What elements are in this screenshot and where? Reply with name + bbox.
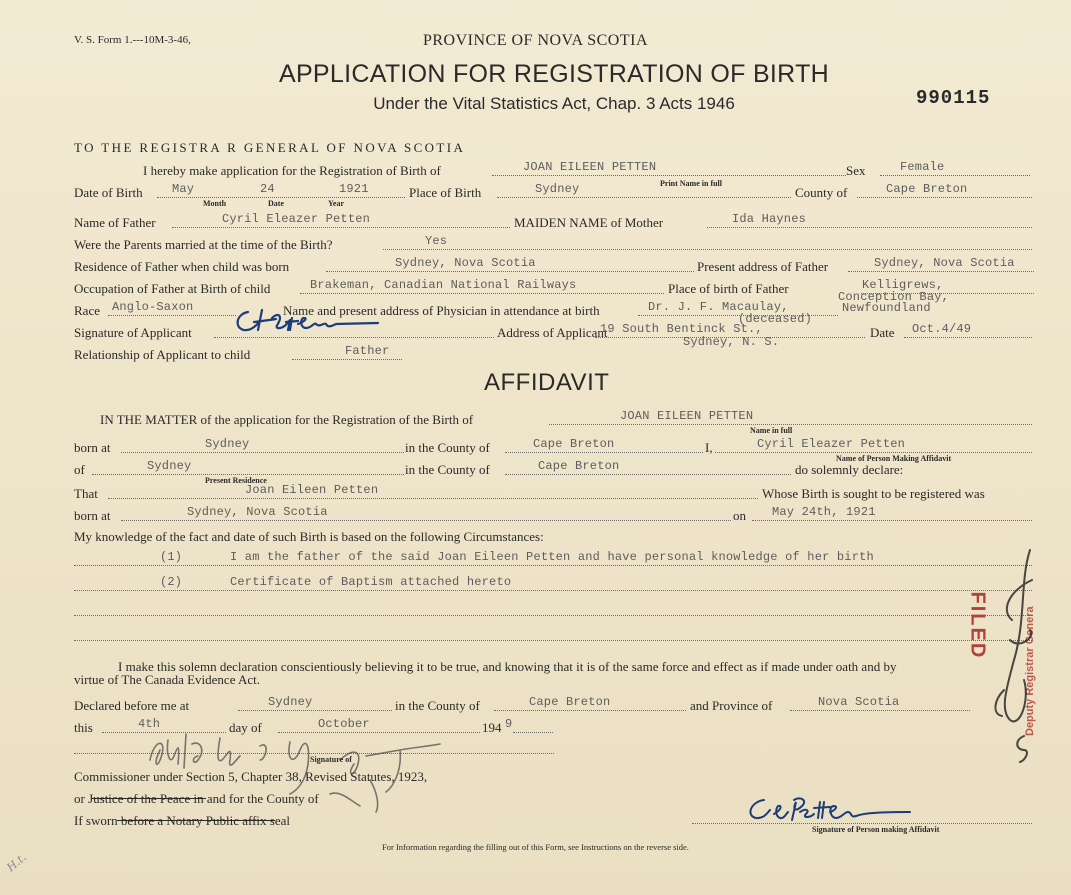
province-label: and Province of [690,698,773,713]
father-birthplace-3: Newfoundland [842,301,931,315]
mother-line [707,227,1032,228]
of-county-label: in the County of [405,462,490,477]
applicant-signature [228,300,388,342]
relationship-line [292,359,402,360]
declared-place-line [238,710,392,711]
relationship-value: Father [345,344,390,358]
form-number: 990115 [916,87,991,109]
date-label: Date [870,325,895,340]
form-subtitle: Under the Vital Statistics Act, Chap. 3 Acts 1946 [373,94,735,113]
declare-label: do solemnly declare: [795,462,904,477]
affidavit-heading: AFFIDAVIT [484,369,610,396]
form-title: APPLICATION FOR REGISTRATION OF BIRTH [278,60,830,88]
circumstance-1: I am the father of the said Joan Eileen Petten and have personal knowledge of her birth [230,550,874,564]
i-label: I, [705,440,713,455]
declared-county: Cape Breton [529,695,611,709]
physician-note: (deceased) [738,312,813,326]
that-label: That [74,486,98,501]
addressee: TO THE REGISTRA R GENERAL OF NOVA SCOTIA [74,140,466,155]
present-address-label: Present address of Father [697,259,829,274]
deponent-note: Name of Person Making Affidavit [836,454,952,463]
occupation-label: Occupation of Father at Birth of child [74,281,271,296]
race-line [108,315,236,316]
signature-label: Signature of Applicant [74,325,192,340]
dob-year: 1921 [339,182,369,196]
place-of-birth-label: Place of Birth [409,185,482,200]
day-of-label: day of [229,720,262,735]
county-label: County of [795,185,848,200]
race-label: Race [74,303,100,318]
commissioner-label: Commissioner under Section 5, Chapter 38, Revised Statutes, 1923, [74,769,428,784]
on-line [752,520,1032,521]
deponent-line [715,452,1032,453]
circumstance-line-4 [74,640,1032,641]
child-name-line [492,175,846,176]
year-prefix: 194 [482,720,502,735]
whose-birth-label: Whose Birth is sought to be registered was [762,486,985,501]
registrar-stamp: Deputy Registrar Genera [1024,606,1036,736]
circumstance-2: Certificate of Baptism attached hereto [230,575,512,589]
residence-label: Residence of Father when child was born [74,259,290,274]
born-at2-line [121,520,731,521]
place-of-birth: Sydney [535,182,580,196]
applicant-address-value-2: Sydney, N. S. [683,335,780,349]
born-at-line [121,452,404,453]
jp-label: or Justice of the Peace in and for the County of [74,791,319,806]
dob-date: 24 [260,182,275,196]
in-county-line [505,452,703,453]
signature-person-note: Signature of Person making Affidavit [812,825,940,834]
married-line [383,249,1032,250]
occupation-line [300,293,664,294]
place-of-birth-line [497,197,791,198]
circumstance-2-num: (2) [160,575,183,589]
father-birthplace-label: Place of birth of Father [668,281,789,296]
dob-month: May [172,182,195,196]
declared-label: Declared before me at [74,698,190,713]
relationship-label: Relationship of Applicant to child [74,347,251,362]
name-in-full-note: Name in full [750,426,793,435]
notary-label: If sworn before a Notary Public affix seal [74,813,290,828]
married-value: Yes [425,234,448,248]
month-note: Month [203,199,227,208]
circumstance-line-2 [74,590,1032,591]
year-suffix: 9 [505,717,513,731]
circumstance-line-1 [74,565,1032,566]
registrar-signature [980,540,1060,770]
circumstance-line-3 [74,615,1032,616]
applicant-address-value: 19 South Bentinck St., [600,322,763,336]
married-label: Were the Parents married at the time of the Birth? [74,237,333,252]
present-residence-note: Present Residence [205,476,267,485]
on-date: May 24th, 1921 [772,505,876,519]
father-birthplace-2: Conception Bay, [838,290,950,304]
deponent-value: Cyril Eleazer Petten [757,437,906,451]
child-name: JOAN EILEEN PETTEN [523,160,657,174]
filed-stamp: FILED [966,591,989,660]
form-code: V. S. Form 1.---10M-3-46, [74,34,191,46]
mother-label: MAIDEN NAME of Mother [514,215,664,230]
print-name-note: Print Name in full [660,179,722,188]
margin-pencil-mark: H.t. [4,850,29,875]
race-value: Anglo-Saxon [112,300,194,314]
that-name: Joan Eileen Petten [245,483,379,497]
physician-value: Dr. J. F. Macaulay, [648,300,789,314]
dob-line [157,197,405,198]
father-line [172,227,510,228]
intro-label: I hereby make application for the Registration of Birth of [143,163,441,178]
province-heading: PROVINCE OF NOVA SCOTIA [422,32,648,49]
county-line [857,197,1032,198]
date-line [904,337,1032,338]
of-residence: Sydney [147,459,192,473]
father-label: Name of Father [74,215,156,230]
residence-value: Sydney, Nova Scotia [395,256,536,270]
day-value: 4th [138,717,161,731]
date-value: Oct.4/49 [912,322,972,336]
this-label: this [74,720,93,735]
notary-strikethrough [117,820,275,821]
physician-label: Name and present address of Physician in attendance at birth [283,303,600,318]
in-county-value: Cape Breton [533,437,615,451]
of-county-value: Cape Breton [538,459,620,473]
born-at-label: born at [74,440,111,455]
born-at2-value: Sydney, Nova Scotia [187,505,328,519]
of-line [92,474,404,475]
date-note: Date [268,199,284,208]
matter-child-name: JOAN EILEEN PETTEN [620,409,754,423]
year-line [513,732,553,733]
sex-line [880,175,1030,176]
province-line [790,710,970,711]
jp-strikethrough [92,798,206,799]
county-value: Cape Breton [886,182,968,196]
born-at-value: Sydney [205,437,250,451]
month-value: October [318,717,370,731]
knowledge-label: My knowledge of the fact and date of such Birth is based on the following Circumstances: [74,529,544,544]
declared-county-line [494,710,686,711]
circumstance-1-num: (1) [160,550,183,564]
signature-of-note: Signature of [310,755,352,764]
declared-county-label: in the County of [395,698,480,713]
occupation-value: Brakeman, Canadian National Railways [310,278,577,292]
matter-label: IN THE MATTER of the application for the Registration of the Birth of [100,412,474,427]
dob-label: Date of Birth [74,185,143,200]
declaration-line-2: virtue of The Canada Evidence Act. [74,672,261,687]
present-address-value: Sydney, Nova Scotia [874,256,1015,270]
sex-label: Sex [846,163,866,178]
province-value: Nova Scotia [818,695,900,709]
footer-note: For Information regarding the filling out of this Form, see Instructions on the reverse side. [382,842,689,852]
affiant-signature [740,790,920,830]
year-note: Year [328,199,344,208]
mother-name: Ida Haynes [732,212,807,226]
residence-line [326,271,694,272]
of-county-line [505,474,791,475]
father-name: Cyril Eleazer Petten [222,212,371,226]
declaration-line-1: I make this solemn declaration conscientiously believing it to be true, and knowing that it is of the same force and effect as if made under oath and by [118,659,897,674]
of-label: of [74,462,85,477]
declared-place: Sydney [268,695,313,709]
that-line [108,498,758,499]
matter-line [549,424,1032,425]
in-county-label: in the County of [405,440,490,455]
born-at2-label: born at [74,508,111,523]
on-label: on [733,508,746,523]
father-birthplace-1: Kelligrews, [862,278,944,292]
sex-value: Female [900,160,945,174]
applicant-address-label: Address of Applicant [497,325,608,340]
present-address-line [848,271,1034,272]
